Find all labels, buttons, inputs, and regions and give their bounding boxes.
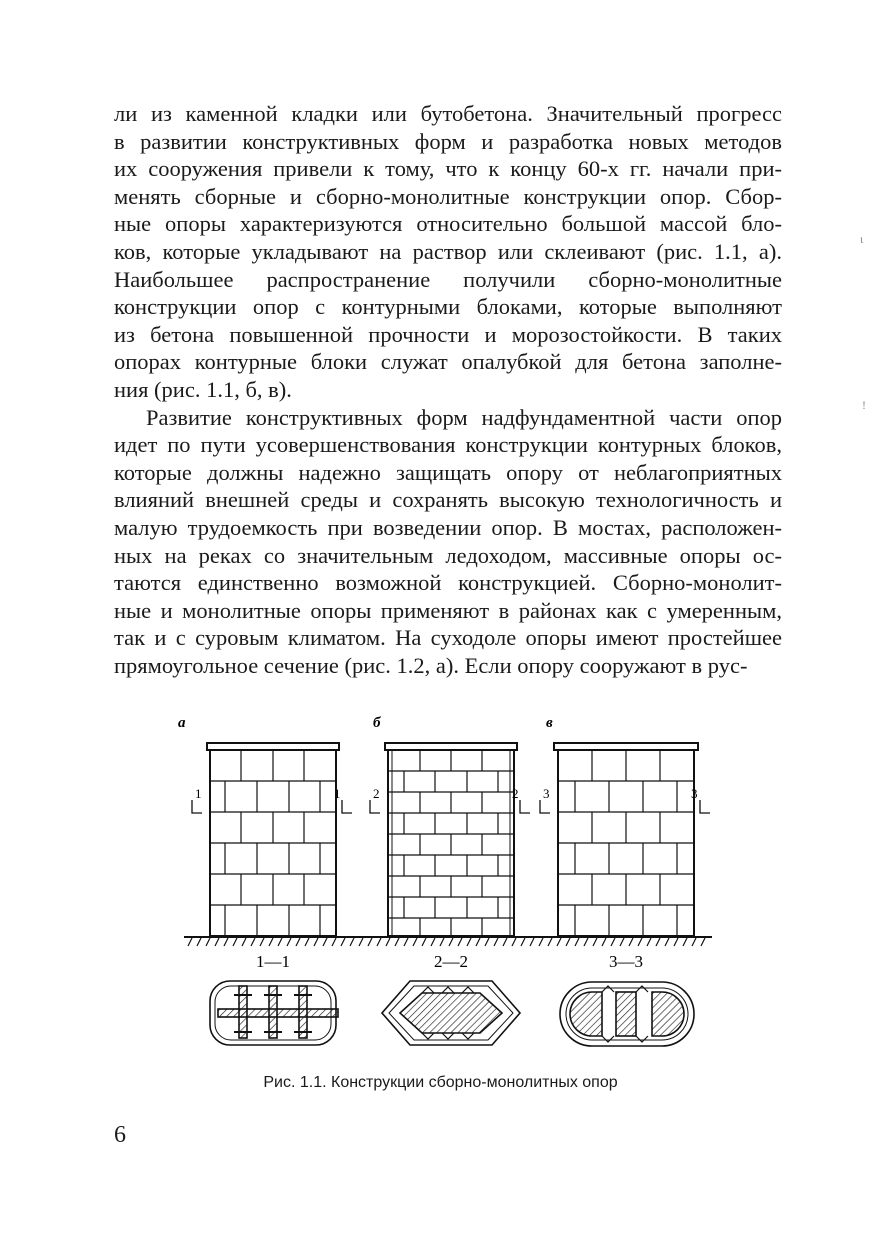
pier-a [192,743,352,936]
text-line: влияний внешней среды и сохранять высокую технологичность и [114,487,782,513]
ground-hatch-stroke [656,938,660,946]
ground-hatch-stroke [269,938,273,946]
text-line: в развитии конструктивных форм и разработка новых методов [114,128,782,154]
panel-letter-a: а [178,715,186,731]
panel-letter-v: в [546,715,553,731]
body-text [114,100,782,679]
text-line: из бетона повышенной прочности и морозостойкости. В таких [114,321,782,347]
text-line: ния (рис. 1.1, б, в). [114,376,292,402]
ground-hatch-stroke [683,938,687,946]
ground-hatch-stroke [251,938,255,946]
ground-hatch-stroke [359,938,363,946]
margin-mark: ι [860,232,864,246]
ground-hatch-stroke [332,938,336,946]
ground-hatch-stroke [278,938,282,946]
ground-hatch-stroke [197,938,201,946]
text-line: менять сборные и сборно-монолитные конструкции опор. Сбор- [114,183,782,209]
ground-hatch-stroke [305,938,309,946]
ground-hatch-stroke [458,938,462,946]
text-line: Наибольшее распространение получили сборно-монолитные [114,266,782,292]
ground-hatch-stroke [350,938,354,946]
panel-letter-b: б [373,715,381,731]
text-line: так и с суровым климатом. На суходоле опоры имеют простейшее [114,625,782,651]
ground-hatch-stroke [566,938,570,946]
ground-hatch-stroke [260,938,264,946]
text-line: конструкции опор с контурными блоками, которые выполняют [114,294,782,320]
ground-line [184,937,712,946]
ground-hatch-stroke [584,938,588,946]
pier-v [540,743,710,936]
text-line: Развитие конструктивных форм надфундаментной части опор [146,404,782,430]
ground-hatch-stroke [620,938,624,946]
ground-hatch-stroke [467,938,471,946]
ground-hatch-stroke [629,938,633,946]
page-number: 6 [114,1122,126,1148]
ground-hatch-stroke [215,938,219,946]
ground-hatch-stroke [242,938,246,946]
cut-mark-label: 2 [373,786,380,801]
ground-hatch-stroke [440,938,444,946]
section-1-1 [210,981,338,1045]
ground-hatch-stroke [206,938,210,946]
ground-hatch-stroke [701,938,705,946]
cut-mark-label: 1 [195,786,202,801]
text-line: прямоугольное сечение (рис. 1.2, а). Если опору сооружают в рус- [114,652,748,678]
cut-mark-label: 3 [691,786,698,801]
pier-b [370,743,530,936]
ground-hatch-stroke [404,938,408,946]
figure-caption: Рис. 1.1. Конструкции сборно-монолитных опор [263,1074,618,1091]
text-line: ные и монолитные опоры применяют в районах как с умеренным, [114,597,782,623]
ground-hatch-stroke [395,938,399,946]
ground-hatch-stroke [485,938,489,946]
ground-hatch-stroke [665,938,669,946]
paragraph-1 [114,100,782,404]
text-line: ных на реках со значительным ледоходом, массивные опоры ос- [114,542,782,568]
section-label: 2—2 [434,952,468,971]
ground-hatch-stroke [188,938,192,946]
text-line: таются единственно возможной конструкцией. Сборно-монолит- [114,570,782,596]
ground-hatch-stroke [647,938,651,946]
ground-hatch-stroke [476,938,480,946]
section-2-2 [382,981,520,1045]
ground-hatch-stroke [593,938,597,946]
ground-hatch-stroke [530,938,534,946]
ground-hatch-stroke [674,938,678,946]
text-line: малую трудоемкость при возведении опор. В мостах, расположен- [114,514,782,540]
section-3-3 [560,982,694,1046]
ground-hatch-stroke [503,938,507,946]
ground-hatch-stroke [233,938,237,946]
ground-hatch-stroke [422,938,426,946]
ground-hatch-stroke [692,938,696,946]
cut-mark-label: 3 [543,786,550,801]
ground-hatch-stroke [557,938,561,946]
section-label: 1—1 [256,952,290,971]
paragraph-2 [114,404,782,680]
text-line: идет по пути усовершенствования конструкции контурных блоков, [114,432,782,458]
section-label: 3—3 [609,952,643,971]
ground-hatch-stroke [512,938,516,946]
ground-hatch-stroke [494,938,498,946]
ground-hatch-stroke [431,938,435,946]
text-line: опорах контурные блоки служат опалубкой для бетона заполне- [114,349,782,375]
ground-hatch-stroke [296,938,300,946]
ground-hatch-stroke [314,938,318,946]
ground-hatch-stroke [413,938,417,946]
ground-hatch-stroke [602,938,606,946]
ground-hatch-stroke [386,938,390,946]
ground-hatch-stroke [548,938,552,946]
text-line: ные опоры характеризуются относительно большой массой бло- [114,211,782,237]
ground-hatch-stroke [224,938,228,946]
ground-hatch-stroke [377,938,381,946]
text-line: их сооружения привели к тому, что к концу 60-х гг. начали при- [114,156,782,182]
ground-hatch-stroke [323,938,327,946]
ground-hatch-stroke [368,938,372,946]
figure-supports [170,705,720,1065]
ground-hatch-stroke [539,938,543,946]
text-line: которые должны надежно защищать опору от неблагоприятных [114,459,782,485]
cut-mark-label: 1 [334,786,341,801]
text-line: ли из каменной кладки или бутобетона. Значительный прогресс [114,101,782,126]
ground-hatch-stroke [611,938,615,946]
cut-mark-label: 2 [512,786,519,801]
ground-hatch-stroke [521,938,525,946]
ground-hatch-stroke [341,938,345,946]
ground-hatch-stroke [575,938,579,946]
ground-hatch-stroke [287,938,291,946]
margin-mark: ! [862,398,866,412]
ground-hatch-stroke [638,938,642,946]
text-line: ков, которые укладывают на раствор или склеивают (рис. 1.1, а). [114,238,782,264]
ground-hatch-stroke [449,938,453,946]
